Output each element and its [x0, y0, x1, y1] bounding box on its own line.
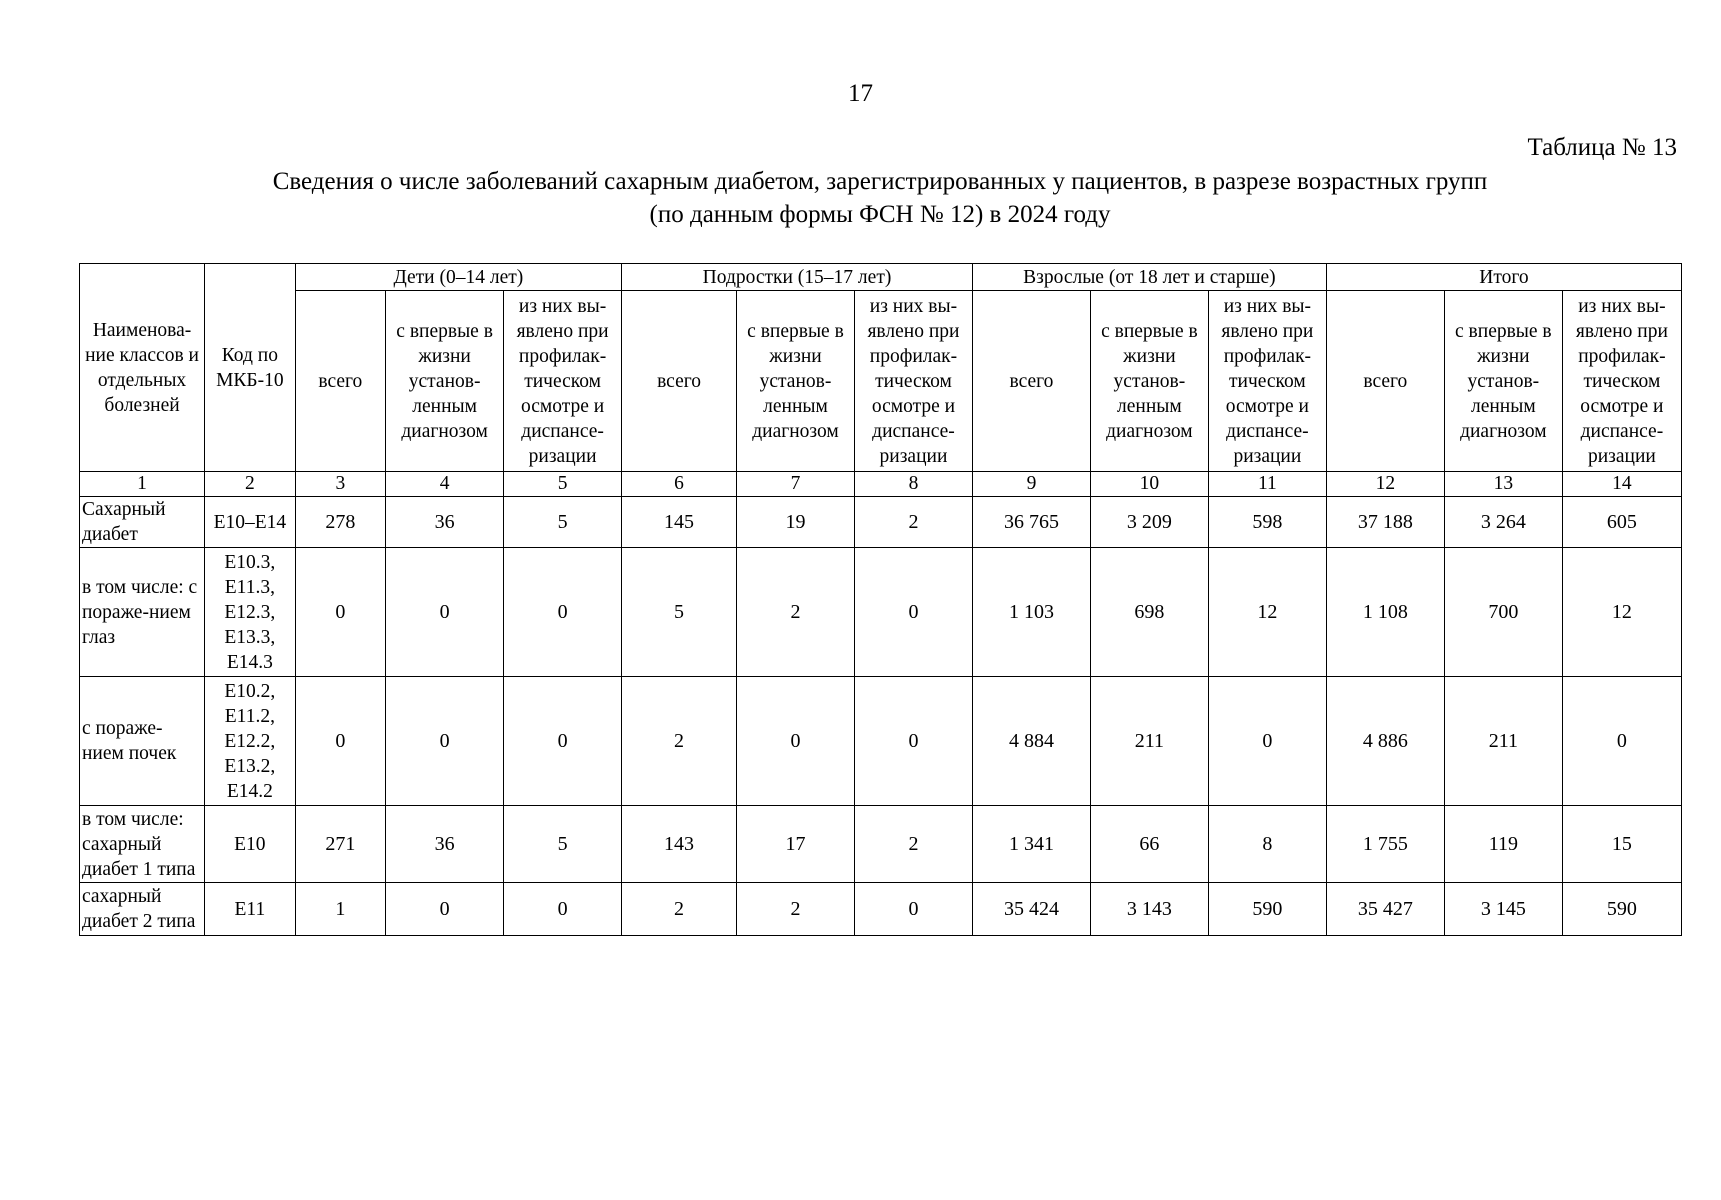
table-row	[80, 497, 1682, 548]
sub-prof: из них вы-явлено при профилак-тическом осмотре и диспансе-ризации	[1208, 291, 1326, 472]
cell-value: 0	[386, 883, 504, 936]
cell-value: 2	[854, 497, 972, 548]
sub-first: с впервые в жизни установ-ленным диагнозом	[386, 291, 504, 472]
cell-value: 36	[386, 806, 504, 883]
column-number: 13	[1444, 472, 1562, 497]
row-name: сахарный диабет 2 типа	[80, 883, 205, 936]
row-name: в том числе: сахарный диабет 1 типа	[80, 806, 205, 883]
sub-prof: из них вы-явлено при профилак-тическом осмотре и диспансе-ризации	[504, 291, 622, 472]
cell-value: 271	[295, 806, 386, 883]
cell-value: 36 765	[972, 497, 1090, 548]
cell-value: 3 209	[1090, 497, 1208, 548]
column-number: 2	[205, 472, 296, 497]
cell-value: 590	[1562, 883, 1681, 936]
cell-value: 1 108	[1326, 548, 1444, 677]
cell-value: 3 145	[1444, 883, 1562, 936]
cell-value: 15	[1562, 806, 1681, 883]
table-row	[80, 806, 1682, 883]
sub-total: всего	[1326, 291, 1444, 472]
cell-value: 37 188	[1326, 497, 1444, 548]
column-number: 5	[504, 472, 622, 497]
cell-value: 0	[854, 677, 972, 806]
cell-value: 0	[1562, 677, 1681, 806]
row-name: Сахарный диабет	[80, 497, 205, 548]
table-label: Таблица № 13	[1527, 134, 1677, 161]
cell-value: 1 103	[972, 548, 1090, 677]
column-number: 3	[295, 472, 386, 497]
page-number: 17	[848, 80, 873, 107]
cell-value: 700	[1444, 548, 1562, 677]
cell-value: 211	[1090, 677, 1208, 806]
header-group-row	[80, 264, 1682, 291]
header-sub-row	[80, 291, 1682, 472]
cell-value: 2	[854, 806, 972, 883]
column-number: 11	[1208, 472, 1326, 497]
table-row	[80, 677, 1682, 806]
column-number: 10	[1090, 472, 1208, 497]
header-group-adults: Взрослые (от 18 лет и старше)	[972, 264, 1326, 291]
column-number: 8	[854, 472, 972, 497]
cell-value: 2	[622, 677, 737, 806]
cell-value: 0	[737, 677, 855, 806]
sub-total: всего	[295, 291, 386, 472]
row-code: E10	[205, 806, 296, 883]
column-number: 12	[1326, 472, 1444, 497]
row-code: E10.3, E11.3, E12.3, E13.3, E14.3	[205, 548, 296, 677]
cell-value: 2	[622, 883, 737, 936]
header-group-teens: Подростки (15–17 лет)	[622, 264, 973, 291]
cell-value: 12	[1208, 548, 1326, 677]
cell-value: 1 755	[1326, 806, 1444, 883]
column-number: 6	[622, 472, 737, 497]
column-number: 7	[737, 472, 855, 497]
table-row	[80, 548, 1682, 677]
header-group-total: Итого	[1326, 264, 1681, 291]
sub-total: всего	[972, 291, 1090, 472]
header-group-children: Дети (0–14 лет)	[295, 264, 621, 291]
cell-value: 4 884	[972, 677, 1090, 806]
sub-first: с впервые в жизни установ-ленным диагнозом	[737, 291, 855, 472]
cell-value: 0	[854, 548, 972, 677]
cell-value: 0	[295, 548, 386, 677]
cell-value: 0	[386, 548, 504, 677]
header-code: Код по МКБ-10	[205, 264, 296, 472]
cell-value: 0	[504, 548, 622, 677]
cell-value: 145	[622, 497, 737, 548]
row-code: E10.2, E11.2, E12.2, E13.2, E14.2	[205, 677, 296, 806]
cell-value: 12	[1562, 548, 1681, 677]
document-title	[120, 165, 1640, 231]
cell-value: 0	[1208, 677, 1326, 806]
cell-value: 0	[504, 677, 622, 806]
row-code: E11	[205, 883, 296, 936]
cell-value: 5	[504, 497, 622, 548]
cell-value: 35 427	[1326, 883, 1444, 936]
cell-value: 17	[737, 806, 855, 883]
cell-value: 0	[386, 677, 504, 806]
title-line-1: Сведения о числе заболеваний сахарным диабетом, зарегистрированных у пациентов, в разрезе возрастных групп	[272, 168, 1488, 195]
cell-value: 698	[1090, 548, 1208, 677]
cell-value: 8	[1208, 806, 1326, 883]
cell-value: 2	[737, 883, 855, 936]
cell-value: 598	[1208, 497, 1326, 548]
cell-value: 605	[1562, 497, 1681, 548]
cell-value: 211	[1444, 677, 1562, 806]
cell-value: 4 886	[1326, 677, 1444, 806]
table-row	[80, 883, 1682, 936]
sub-prof: из них вы-явлено при профилак-тическом осмотре и диспансе-ризации	[1562, 291, 1681, 472]
cell-value: 5	[622, 548, 737, 677]
cell-value: 0	[504, 883, 622, 936]
column-number: 1	[80, 472, 205, 497]
cell-value: 3 264	[1444, 497, 1562, 548]
cell-value: 5	[504, 806, 622, 883]
row-name: с пораже-нием почек	[80, 677, 205, 806]
cell-value: 119	[1444, 806, 1562, 883]
cell-value: 36	[386, 497, 504, 548]
cell-value: 1 341	[972, 806, 1090, 883]
column-number: 4	[386, 472, 504, 497]
cell-value: 0	[854, 883, 972, 936]
column-number: 14	[1562, 472, 1681, 497]
column-number-row	[80, 472, 1682, 497]
column-number: 9	[972, 472, 1090, 497]
sub-first: с впервые в жизни установ-ленным диагнозом	[1444, 291, 1562, 472]
cell-value: 1	[295, 883, 386, 936]
cell-value: 2	[737, 548, 855, 677]
header-name: Наименова-ние классов и отдельных болезней	[80, 264, 205, 472]
cell-value: 19	[737, 497, 855, 548]
cell-value: 0	[295, 677, 386, 806]
table-body	[80, 264, 1682, 936]
cell-value: 143	[622, 806, 737, 883]
cell-value: 590	[1208, 883, 1326, 936]
cell-value: 278	[295, 497, 386, 548]
cell-value: 3 143	[1090, 883, 1208, 936]
row-code: E10–E14	[205, 497, 296, 548]
cell-value: 66	[1090, 806, 1208, 883]
cell-value: 35 424	[972, 883, 1090, 936]
title-line-2: (по данным формы ФСН № 12) в 2024 году	[649, 201, 1111, 228]
row-name: в том числе: с пораже-нием глаз	[80, 548, 205, 677]
sub-prof: из них вы-явлено при профилак-тическом осмотре и диспансе-ризации	[854, 291, 972, 472]
sub-total: всего	[622, 291, 737, 472]
sub-first: с впервые в жизни установ-ленным диагнозом	[1090, 291, 1208, 472]
diabetes-statistics-table	[79, 263, 1682, 936]
